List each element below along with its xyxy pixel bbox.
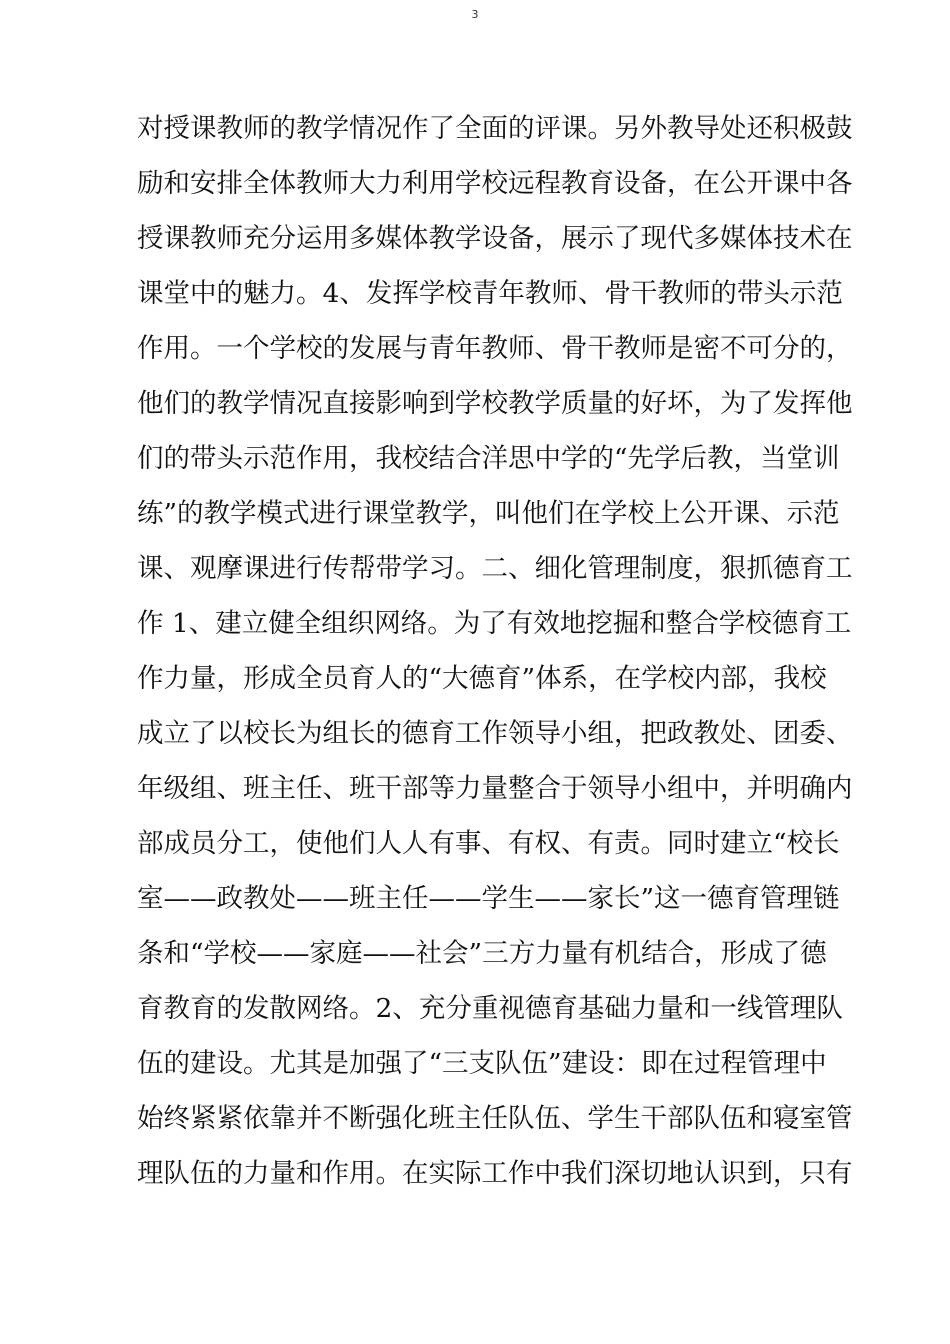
text-line: 伍的建设。尤其是加强了“三支队伍”建设：即在过程管理中 (137, 1048, 827, 1079)
text-line: 条和“学校——家庭——社会”三方力量有机结合，形成了德 (137, 938, 827, 969)
text-line: 励和安排全体教师大力利用学校远程教育设备，在公开课中各 (137, 168, 853, 199)
text-line: 成立了以校长为组长的德育工作领导小组，把政教处、团委、 (137, 718, 853, 749)
text-line: 对授课教师的教学情况作了全面的评课。另外教导处还积极鼓 (137, 113, 853, 144)
text-line: 授课教师充分运用多媒体教学设备，展示了现代多媒体技术在 (137, 223, 853, 254)
text-line: 年级组、班主任、班干部等力量整合于领导小组中，并明确内 (137, 773, 853, 804)
body-text (137, 108, 853, 1208)
text-line: 课堂中的魅力。4、发挥学校青年教师、骨干教师的带头示范 (137, 278, 843, 309)
page-number: 3 (471, 8, 479, 21)
text-line: 理队伍的力量和作用。在实际工作中我们深切地认识到，只有 (137, 1158, 853, 1189)
text-line: 练”的教学模式进行课堂教学，叫他们在学校上公开课、示范 (137, 498, 840, 529)
text-line: 课、观摩课进行传帮带学习。二、细化管理制度，狠抓德育工 (137, 553, 853, 584)
text-line: 始终紧紧依靠并不断强化班主任队伍、学生干部队伍和寝室管 (137, 1103, 853, 1134)
text-line: 育教育的发散网络。2、充分重视德育基础力量和一线管理队 (137, 993, 843, 1024)
text-line: 们的带头示范作用，我校结合洋思中学的“先学后教，当堂训 (137, 443, 840, 474)
text-line: 作力量，形成全员育人的“大德育”体系，在学校内部，我校 (137, 663, 827, 694)
text-line: 作 1、建立健全组织网络。为了有效地挖掘和整合学校德育工 (137, 608, 852, 639)
text-line: 他们的教学情况直接影响到学校教学质量的好坏，为了发挥他 (137, 388, 853, 419)
text-line: 部成员分工，使他们人人有事、有权、有责。同时建立“校长 (137, 828, 840, 859)
text-line: 室——政教处——班主任——学生——家长”这一德育管理链 (137, 883, 840, 914)
text-line: 作用。一个学校的发展与青年教师、骨干教师是密不可分的， (137, 333, 853, 364)
